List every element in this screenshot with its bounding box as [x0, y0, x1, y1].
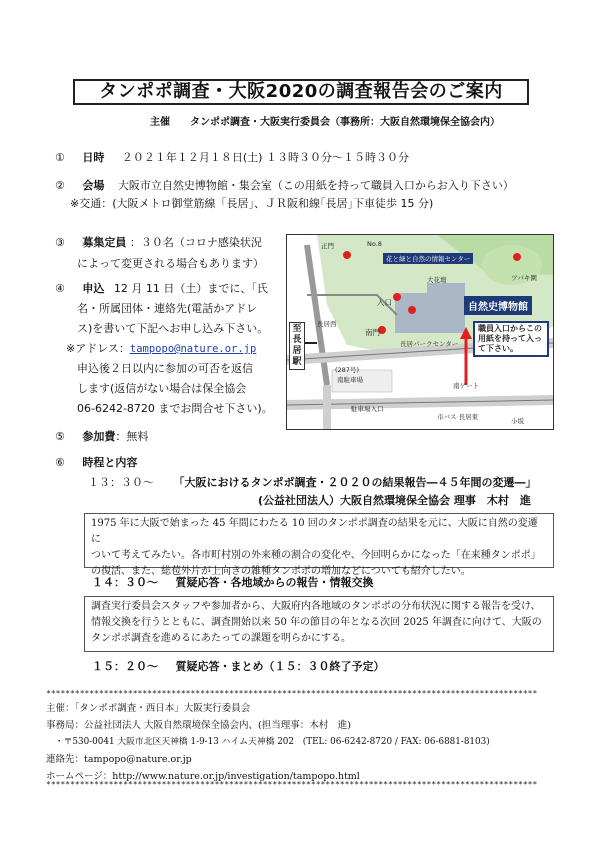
venue-map: [286, 234, 554, 430]
program-1-description: [84, 513, 554, 577]
item-apply: [55, 282, 268, 296]
item-program: [55, 456, 137, 470]
map-south-parking: 南駐車場: [337, 376, 363, 384]
item-text: 12 月 11 日（土）までに、「氏: [113, 282, 268, 295]
map-flower-bed: 大花壇: [427, 276, 447, 284]
apply-line3: ス)を書いて下記へお申し込み下さい。: [77, 322, 269, 335]
program-3: [92, 660, 385, 674]
map-main-gate: 正門: [321, 242, 334, 250]
item-number: ①: [55, 151, 65, 164]
item-number: ④: [55, 282, 65, 295]
program-time: １５：２０～: [92, 660, 158, 673]
program-2: [92, 576, 374, 590]
separator-stars-bottom: ******************************************************************************************************: [46, 780, 538, 789]
venue-transport: ※交通：(大阪メトロ御堂筋線「長居」、ＪＲ阪和線｢長居｣下車徒歩 15 分): [70, 197, 434, 210]
apply-line6: 06-6242-8720 までお問合せ下さい)。: [77, 402, 273, 415]
item-date: [55, 151, 409, 165]
footer-office: 事務局：公益社団法人 大阪自然環境保全協会内、(担当理事：木村 進): [46, 720, 351, 731]
item-text: 大阪市立自然史博物館・集会室（この用紙を持って職員入口からお入り下さい）: [117, 179, 514, 192]
apply-line2: 名・所属団体・連絡先(電話かアドレ: [77, 302, 258, 315]
desc-line: 調査実行委員会スタッフや参加者から、大阪府内各地域のタンポポの分布状況に関する報告を受け、: [91, 601, 541, 612]
footer-homepage[interactable]: ホームページ：http://www.nature.or.jp/investigation/tampopo.html: [46, 771, 360, 782]
program-1: [88, 476, 537, 490]
program-title: 質疑応答・各地域からの報告・情報交換: [175, 576, 374, 589]
apply-line4: 申込後２日以内に参加の可否を返信: [77, 362, 253, 375]
capacity-line2: によって変更される場合もあります）: [77, 257, 264, 270]
program-time: １４：３０～: [92, 576, 158, 589]
item-text: ２０２１年１２月１８日(土) １３時３０分～１５時３０分: [121, 151, 409, 164]
map-park-center: 長居パークセンター: [400, 340, 459, 348]
desc-line: 1975 年に大阪で始まった 45 年間にわたる 10 回のタンポポ調査の結果を元に、大阪に自然の変遷に: [91, 518, 538, 545]
map-no8: No.8: [367, 240, 382, 248]
separator-stars: ******************************************************************************************************: [46, 689, 538, 698]
program-time: １３：３０～: [88, 476, 154, 489]
footer-contact: 連絡先：tampopo@nature.or.jp: [46, 754, 192, 765]
item-number: ②: [55, 179, 65, 192]
item-label: 申込: [82, 282, 105, 295]
desc-line: 情報交換を行うとともに、調査開始以来 50 年の節目の年となる次回 2025 年調査に向けて、大阪の: [91, 617, 542, 628]
desc-line: タンポポ調査を進めるにあたっての課題を明らかにする。: [91, 633, 351, 644]
item-number: ⑥: [55, 456, 65, 469]
item-label: 参加費: [82, 430, 116, 443]
map-route: (287号): [335, 366, 359, 374]
apply-address: [66, 342, 256, 356]
item-label: 日時: [82, 151, 105, 164]
item-number: ③: [55, 236, 65, 249]
map-koban: 小坂: [511, 417, 524, 425]
footer-block: [46, 700, 490, 785]
map-parking-entrance: 駐車場入口: [351, 405, 384, 413]
item-text: ：３０名（コロナ感染状況: [129, 236, 262, 249]
map-entrance: 入口: [377, 298, 392, 307]
email-link[interactable]: tampopo@nature.or.jp: [129, 343, 257, 355]
program-2-description: [84, 596, 554, 652]
map-south-gate2: 南ゲート: [453, 382, 479, 390]
sponsor-line: 主催 タンポポ調査・大阪実行委員会（事務所：大阪自然環境保全協会内）: [150, 117, 500, 128]
program-title: 「大阪におけるタンポポ調査・２０２０の結果報告―４５年間の変遷―」: [173, 476, 537, 489]
address-label: ※アドレス：: [66, 342, 130, 355]
map-staff-entrance-note: 職員入口からこの用紙を持って入って下さい。: [473, 321, 549, 357]
program-speaker: (公益社団法人）大阪自然環境保全協会 理事 木村 進: [258, 494, 531, 507]
desc-line: ついて考えてみたい。各市町村別の外来種の割合の変化や、今回明らかになった「在来種タンポポ」: [91, 550, 541, 561]
map-tsubaki: ツバキ園: [511, 274, 537, 282]
item-venue: [55, 179, 514, 193]
page-title: タンポポ調査・大阪2020の調査報告会のご案内: [73, 79, 529, 105]
map-center-label: 花と緑と自然の情報センター: [383, 253, 473, 264]
item-label: 時程と内容: [82, 456, 138, 469]
item-label: 募集定員: [82, 236, 127, 249]
map-naganishi: 長居西: [317, 320, 337, 328]
item-fee: [55, 430, 148, 444]
program-title: 質疑応答・まとめ（１５：３０終了予定）: [175, 660, 385, 673]
item-label: 会場: [82, 179, 105, 192]
desc-line: の復活、また、総苞外片が上向きの雑種タンポポの増加などについても紹介したい。: [91, 566, 471, 577]
item-text: ：無料: [115, 430, 149, 443]
map-station-label: 至長居駅: [289, 322, 305, 370]
map-museum-label: 自然史博物館: [464, 296, 532, 315]
apply-line5: します(返信がない場合は保全協会: [77, 382, 247, 395]
item-capacity: [55, 236, 262, 250]
map-south-gate: 南門: [365, 328, 380, 337]
footer-sponsor: 主催：「タンポポ調査・西日本」大阪実行委員会: [46, 703, 251, 714]
map-bus-stop: 市バス 長居東: [437, 413, 479, 421]
footer-address: ・〒530-0041 大阪市北区天神橋 1-9-13 ハイム天神橋 202 (TEL: 06-6242-8720 / FAX: 06-6881-8103): [46, 737, 490, 747]
item-number: ⑤: [55, 430, 65, 443]
